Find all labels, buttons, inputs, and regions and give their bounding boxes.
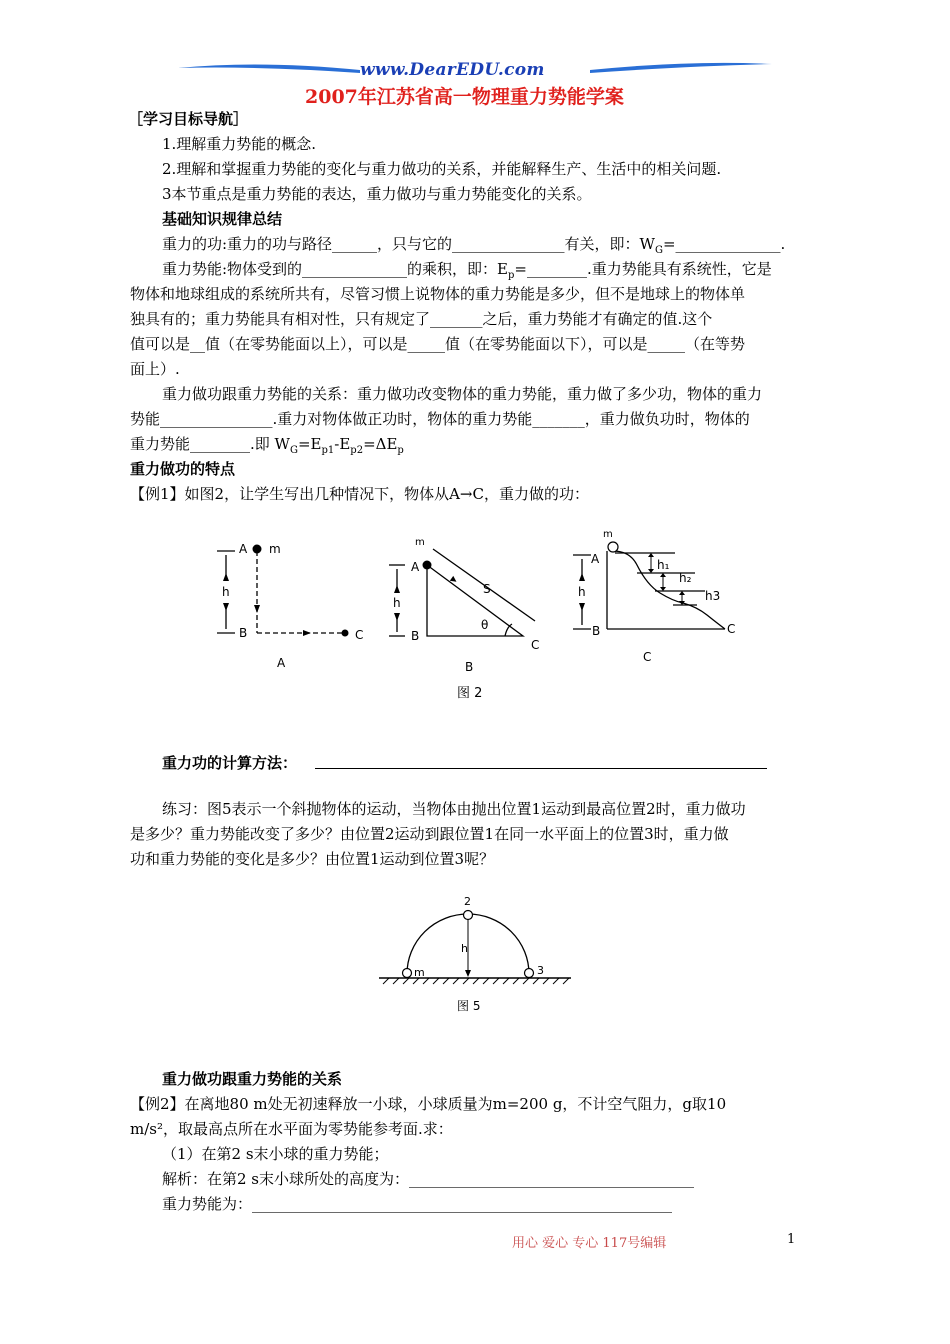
fig2-label-b2: B <box>411 629 420 643</box>
fig2-label-a2: A <box>411 560 420 574</box>
practice-line-3: 功和重力势能的变化是多少？由位置1运动到位置3呢？ <box>130 850 495 868</box>
fig2-label-h-1: h₁ <box>657 558 670 572</box>
goal-3: 3本节重点是重力势能的表达，重力做功与重力势能变化的关系。 <box>162 185 592 203</box>
fig5-caption: 图 5 <box>457 999 481 1013</box>
fig2-label-c2: C <box>531 638 540 652</box>
fig5-label-2: 2 <box>464 895 471 908</box>
basics-line-6: 面上）. <box>130 360 180 378</box>
basics-line-9: 重力势能________.即 $W_G=E_{p1}-E_{p2}=\Delta E_p$ <box>130 435 404 456</box>
fig2-label-m2: m <box>415 537 425 548</box>
fig2-label-b3: B <box>592 624 601 638</box>
fig5-label-h: h <box>461 942 468 955</box>
fig2-label-b1: B <box>239 626 248 640</box>
example-1: 【例1】如图2，让学生写出几种情况下，物体从A→C，重力做的功： <box>130 485 589 503</box>
fig2-subcaption-b: B <box>465 660 474 674</box>
example-2-line-1: 【例2】在离地80 m处无初速释放一小球，小球质量为m=200 g，不计空气阻力，g取10 <box>130 1095 727 1113</box>
feature-heading: 重力做功的特点 <box>130 460 236 478</box>
fig2-label-a1: A <box>239 542 248 556</box>
basics-line-5: 值可以是__值（在零势能面以上），可以是_____值（在零势能面以下），可以是_____（在等势 <box>130 335 746 353</box>
example-2-analysis: 解析：在第2 s末小球所处的高度为：______________________________________ <box>162 1170 695 1188</box>
goal-2: 2.理解和掌握重力势能的变化与重力做功的关系，并能解释生产、生活中的相关问题. <box>162 160 722 178</box>
example-2-line-2: m/s²，取最高点所在水平面为零势能参考面.求： <box>130 1120 453 1138</box>
fig2-label-a3: A <box>591 552 600 566</box>
relation-heading: 重力做功跟重力势能的关系 <box>162 1070 343 1088</box>
fig2-label-h-2: h₂ <box>679 571 692 585</box>
fig2-label-h1: h <box>222 585 230 599</box>
page-number: 1 <box>787 1232 796 1247</box>
example-2-energy: 重力势能为：________________________________________________________ <box>162 1195 673 1213</box>
basics-line-7: 重力做功跟重力势能的关系：重力做功改变物体的重力势能，重力做了多少功，物体的重力 <box>162 385 763 403</box>
basics-line-2: 重力势能:物体受到的______________的乘积，即：$E_p=\_\_\_\_\_\_\_\_$.重力势能具有系统性，它是 <box>162 260 772 281</box>
calc-method-blank <box>315 768 767 769</box>
footer-text: 用心 爱心 专心 117号编辑 <box>512 1236 667 1251</box>
fig2-subcaption-c: C <box>643 650 652 664</box>
fig5-label-3: 3 <box>537 964 544 977</box>
basics-line-4: 独具有的；重力势能具有相对性，只有规定了_______之后，重力势能才有确定的值.这个 <box>130 310 713 328</box>
fig2-label-m1: m <box>269 542 281 556</box>
fig2-caption: 图 2 <box>457 686 483 701</box>
fig2-label-theta: θ <box>481 618 489 632</box>
page-title: 2007年江苏省高一物理重力势能学案 <box>305 86 624 108</box>
example-2-q1: （1）在第2 s末小球的重力势能； <box>162 1145 389 1163</box>
basics-line-3: 物体和地球组成的系统所共有，尽管习惯上说物体的重力势能是多少，但不是地球上的物体单 <box>130 285 746 303</box>
fig2-label-m3: m <box>603 529 613 540</box>
goal-1: 1.理解重力势能的概念. <box>162 135 317 153</box>
practice-line-2: 是多少？重力势能改变了多少？由位置2运动到跟位置1在同一水平面上的位置3时，重力做 <box>130 825 729 843</box>
practice-line-1: 练习：图5表示一个斜抛物体的运动，当物体由抛出位置1运动到最高位置2时，重力做功 <box>162 800 746 818</box>
figure-5 <box>375 890 575 1020</box>
goals-heading: ［学习目标导航］ <box>128 110 249 128</box>
fig2-label-h-3: h3 <box>705 589 721 603</box>
fig2-label-s: S <box>483 582 491 596</box>
fig5-label-1: m <box>414 966 425 979</box>
fig2-label-c3: C <box>727 622 736 636</box>
fig2-label-h3: h <box>578 585 586 599</box>
figure-2 <box>205 525 765 710</box>
basics-heading: 基础知识规律总结 <box>162 210 283 228</box>
site-url: www.DearEDU.com <box>360 60 545 80</box>
fig2-label-c1: C <box>355 628 364 642</box>
basics-line-8: 势能_______________.重力对物体做正功时，物体的重力势能_______，重力做负功时，物体的 <box>130 410 750 428</box>
basics-line-1: 重力的功:重力的功与路径______，只与它的_______________有关，即：$W_G=\_\_\_\_\_\_\_\_\_\_\_\_\_\_$. <box>162 235 786 256</box>
calc-method-label: 重力功的计算方法： <box>162 754 298 772</box>
fig2-label-h2: h <box>393 596 401 610</box>
fig2-subcaption-a: A <box>277 656 286 670</box>
